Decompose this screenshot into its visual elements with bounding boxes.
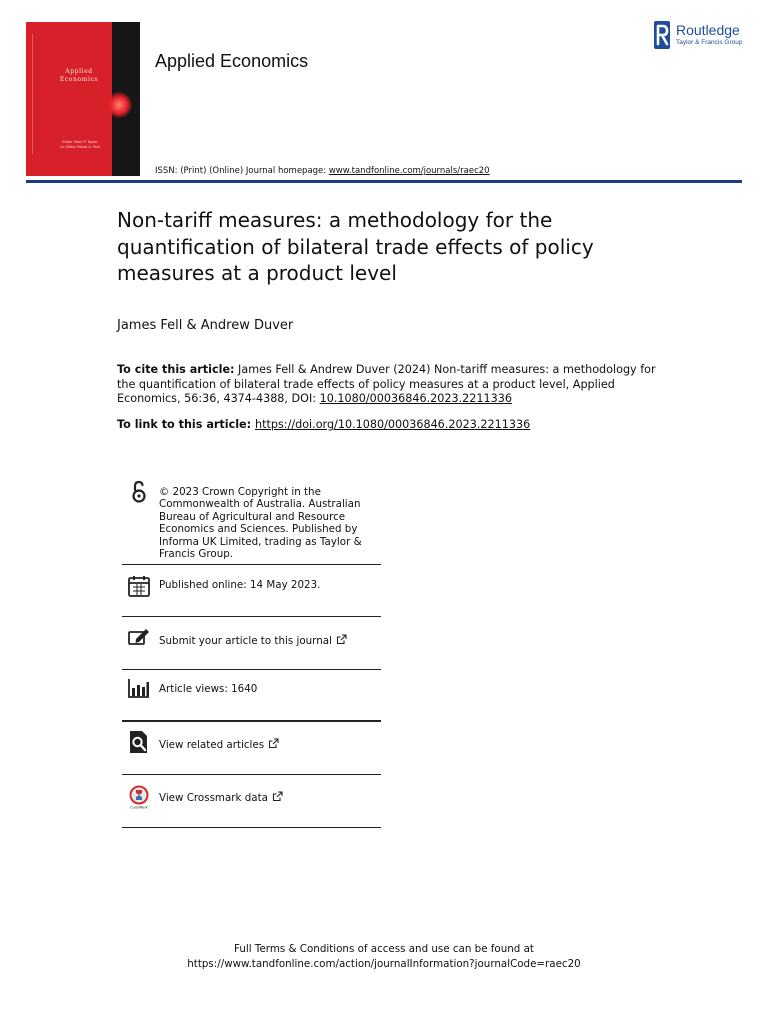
routledge-logo-icon [652,21,672,49]
bar-chart-icon [127,676,151,700]
search-document-icon [127,730,151,754]
published-date: Published online: 14 May 2023. [159,579,321,591]
journal-cover-image [26,22,140,176]
article-views: Article views: 1640 [159,683,258,695]
cover-title [44,68,114,84]
open-access-icon [127,480,151,504]
copyright-text: © 2023 Crown Copyright in the Commonwealth of Australia. Australian Bureau of Agricultural and Resource Economics and Sciences. Published by Informa UK Limited, trading as Taylor & Francis Group. [159,486,362,561]
cite-label: To cite this article: [117,363,235,376]
crossmark-link[interactable] [159,791,283,804]
cover-editors [42,140,118,150]
crossmark-icon [127,785,151,809]
article-title: Non-tariff measures: a methodology for the quantification of bilateral trade effects of policy measures at a product level [117,208,594,285]
link-label: To link to this article: [117,418,255,431]
article-doi-link[interactable]: https://doi.org/10.1080/00036846.2023.2211336 [255,418,531,431]
cover-decoration [32,34,33,154]
issn-text: ISSN: (Print) (Online) Journal homepage: [155,166,329,176]
journal-title: Applied Economics [155,51,309,71]
crossmark-logo-text: CrossMark [130,805,148,809]
edit-icon [127,625,151,649]
calendar-icon [127,574,151,598]
crossmark-label[interactable]: View Crossmark data [159,792,268,804]
article-views-row [122,670,381,722]
issn-line [155,166,490,176]
citation-block [117,363,657,407]
submit-article-row[interactable] [122,617,381,670]
cover-glow [106,92,132,118]
related-articles-link[interactable] [159,738,279,751]
article-link-block [117,418,530,431]
cover-editors-line1: Editor Mark P. Taylor [62,140,98,144]
external-link-icon [272,791,283,802]
article-authors: James Fell & Andrew Duver [117,318,294,333]
copyright-row [122,478,381,565]
cite-text: James Fell & Andrew Duver (2024) Non-tariff measures: a methodology for the quantification of bilateral trade effects of policy measures at a product level, Applied Economics, 56:36, 4374-4388, DOI: [117,363,656,406]
cover-editors-line2: Co-Editor David A. Peel [59,145,101,149]
cover-title-line2: Economics [59,76,99,83]
footer-terms-text: Full Terms & Conditions of access and use can be found at [234,943,534,955]
header-rule [26,180,742,183]
publisher-logo [652,21,752,51]
submit-article-link[interactable] [159,634,347,647]
submit-article-label[interactable]: Submit your article to this journal [159,635,332,647]
journal-homepage-link[interactable]: www.tandfonline.com/journals/raec20 [328,166,490,176]
cite-doi-link[interactable]: 10.1080/00036846.2023.2211336 [319,392,512,406]
crossmark-row[interactable] [122,775,381,828]
published-row [122,565,381,617]
footer [0,942,768,972]
external-link-icon [268,738,279,749]
related-articles-label[interactable]: View related articles [159,739,265,751]
publisher-subtitle: Taylor & Francis Group [676,39,743,46]
footer-terms-url[interactable]: https://www.tandfonline.com/action/journalInformation?journalCode=raec20 [187,958,581,970]
external-link-icon [336,634,347,645]
related-articles-row[interactable] [122,722,381,775]
article-info-list [122,478,381,828]
cover-title-line1: Applied [65,68,93,75]
publisher-name: Routledge [676,22,740,38]
